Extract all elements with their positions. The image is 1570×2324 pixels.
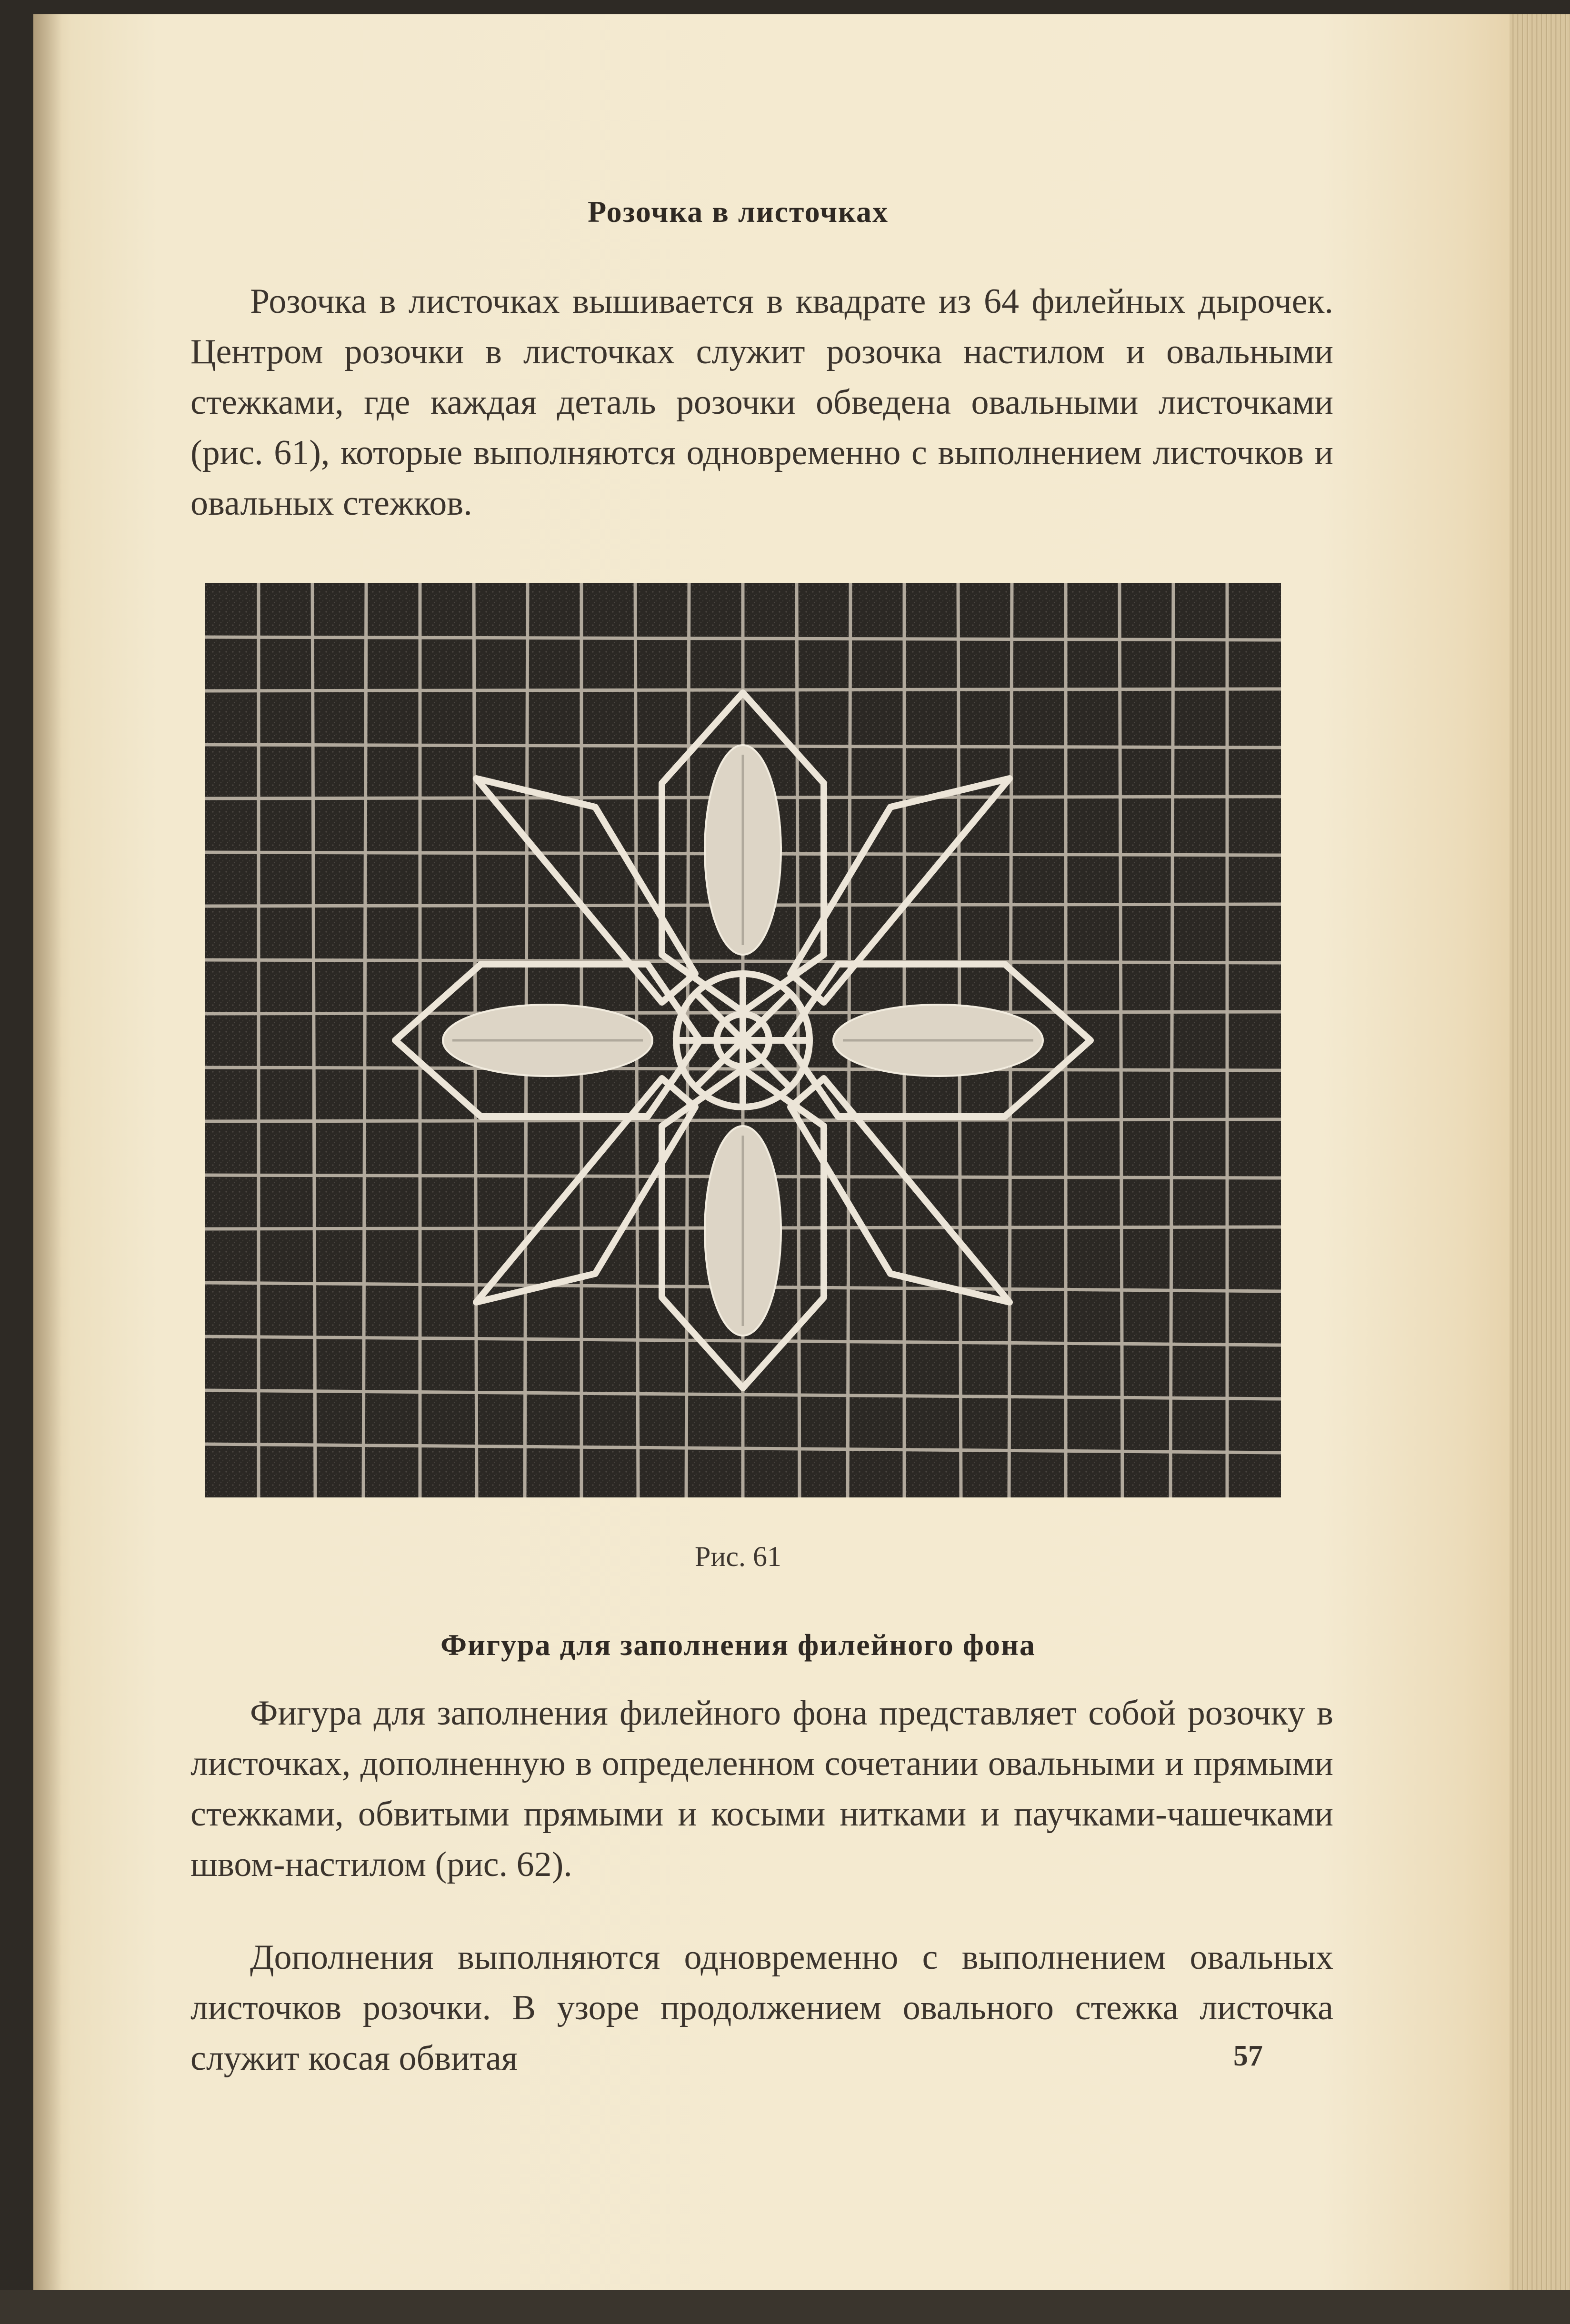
page-number: 57	[1233, 2040, 1263, 2072]
scanner-edge	[0, 2290, 1570, 2324]
section-2-paragraph-1: Фигура для заполнения филейного фона представляет собой розочку в листочках, дополненную в определенном сочетании овальными и прямыми стежками, обвитыми прямыми и косыми нитками и паучками-чашечками швом-настилом (рис. 62).	[190, 1694, 1333, 1884]
embroidery-illustration	[205, 583, 1281, 1497]
section-2-title: Фигура для заполнения филейного фона	[440, 1628, 1036, 1662]
figure-caption: Рис. 61	[694, 1541, 782, 1572]
section-1-title: Розочка в листочках	[588, 195, 889, 229]
section-1-paragraph: Розочка в листочках вышивается в квадрате из 64 филейных дырочек. Центром розочки в листочках служит розочка настилом и овальными стежками, где каждая деталь розочки обведена овальными листочками (рис. 61), которые выполняются одновременно с выполнением листочков и овальных стежков.	[190, 282, 1333, 523]
figure-61-embroidery-photo	[205, 583, 1281, 1497]
page-edges	[1510, 14, 1570, 2290]
section-2-paragraph-2: Дополнения выполняются одновременно с выполнением овальных листочков розочки. В узоре продолжением овального стежка листочка служит косая обвитая	[190, 1938, 1333, 2078]
gutter-shadow	[33, 14, 62, 2290]
